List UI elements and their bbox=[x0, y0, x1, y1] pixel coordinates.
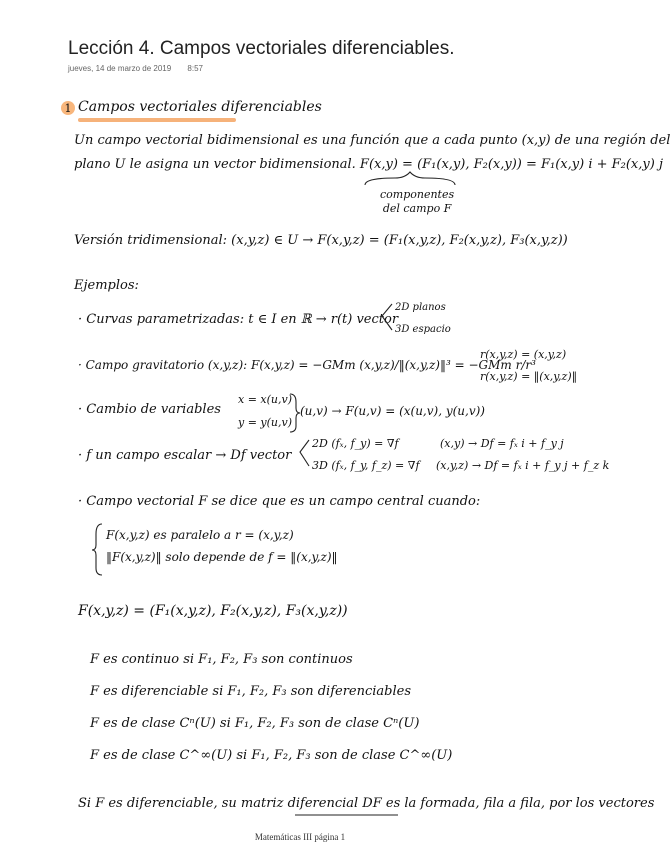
page-footer: Matemáticas III página 1 bbox=[254, 832, 346, 842]
example-change-vars: · Cambio de variables bbox=[78, 402, 221, 417]
property-differentiable: F es diferenciable si F₁, F₂, F₃ son diferenciables bbox=[90, 684, 412, 699]
scalar-split-bracket bbox=[300, 440, 309, 466]
property-class-cn: F es de clase Cⁿ(U) si F₁, F₂, F₃ son de clase Cⁿ(U) bbox=[90, 716, 420, 731]
example-change-x: x = x(u,v) bbox=[238, 393, 292, 406]
version-3d-line: Versión tridimensional: (x,y,z) ∈ U → F(x,y,z) = (F₁(x,y,z), F₂(x,y,z), F₃(x,y,z)) bbox=[74, 233, 568, 248]
example-curves-2d: 2D planos bbox=[395, 302, 446, 313]
definition-line-1: Un campo vectorial bidimensional es una función que a cada punto (x,y) de una región del bbox=[74, 133, 670, 148]
section-number-badge: 1 bbox=[61, 101, 75, 115]
example-scalar-3d: 3D (fₓ, f_y, f_z) = ∇f bbox=[312, 459, 420, 472]
components-note-line-1: componentes bbox=[380, 188, 455, 201]
example-scalar: · f un campo escalar → Df vector bbox=[78, 448, 292, 463]
change-vars-brace bbox=[290, 394, 300, 432]
central-field-line: · Campo vectorial F se dice que es un campo central cuando: bbox=[78, 494, 481, 509]
central-condition-2: ‖F(x,y,z)‖ solo depende de f = ‖(x,y,z)‖ bbox=[106, 550, 338, 564]
example-gravity-norm: r(x,y,z) = ‖(x,y,z)‖ bbox=[480, 370, 578, 383]
example-gravity-r: r(x,y,z) = (x,y,z) bbox=[480, 348, 567, 361]
example-curves-3d: 3D espacio bbox=[395, 324, 451, 335]
page-time: 8:57 bbox=[187, 64, 203, 73]
curves-split-bracket bbox=[382, 304, 392, 330]
central-condition-1: F(x,y,z) es paralelo a r = (x,y,z) bbox=[106, 528, 294, 542]
example-scalar-r1: (x,y) → Df = fₓ i + f_y j bbox=[440, 437, 564, 450]
definition-line-2: plano U le asigna un vector bidimensional. F(x,y) = (F₁(x,y), F₂(x,y)) = F₁(x,y) i + F₂(x,y) j bbox=[74, 157, 663, 172]
examples-heading: Ejemplos: bbox=[74, 278, 139, 293]
central-brace bbox=[92, 524, 102, 575]
field-definition: F(x,y,z) = (F₁(x,y,z), F₂(x,y,z), F₃(x,y,z)) bbox=[78, 603, 348, 619]
example-scalar-2d: 2D (fₓ, f_y) = ∇f bbox=[312, 437, 399, 450]
section-title: Campos vectoriales diferenciables bbox=[78, 99, 322, 115]
page-title: Lección 4. Campos vectoriales diferenciables. bbox=[68, 38, 455, 59]
differential-matrix-line: Si F es diferenciable, su matriz diferencial DF es la formada, fila a fila, por los vectores bbox=[78, 796, 655, 811]
page-date: jueves, 14 de marzo de 2019 bbox=[68, 64, 172, 73]
example-scalar-r2: (x,y,z) → Df = fₓ i + f_y j + f_z k bbox=[436, 459, 610, 472]
example-change-map: (u,v) → F(u,v) = (x(u,v), y(u,v)) bbox=[300, 404, 485, 418]
example-change-y: y = y(u,v) bbox=[238, 416, 293, 429]
components-brace bbox=[365, 172, 455, 185]
example-gravity: · Campo gravitatorio (x,y,z): F(x,y,z) = −GMm (x,y,z)/‖(x,y,z)‖³ = −GMm r/r³ bbox=[78, 358, 536, 372]
property-class-cinf: F es de clase C^∞(U) si F₁, F₂, F₃ son de clase C^∞(U) bbox=[90, 748, 453, 763]
components-note-line-2: del campo F bbox=[382, 202, 452, 215]
property-continuous: F es continuo si F₁, F₂, F₃ son continuos bbox=[90, 652, 353, 667]
example-curves: · Curvas parametrizadas: t ∈ I en ℝ → r(t) vector bbox=[78, 312, 399, 327]
